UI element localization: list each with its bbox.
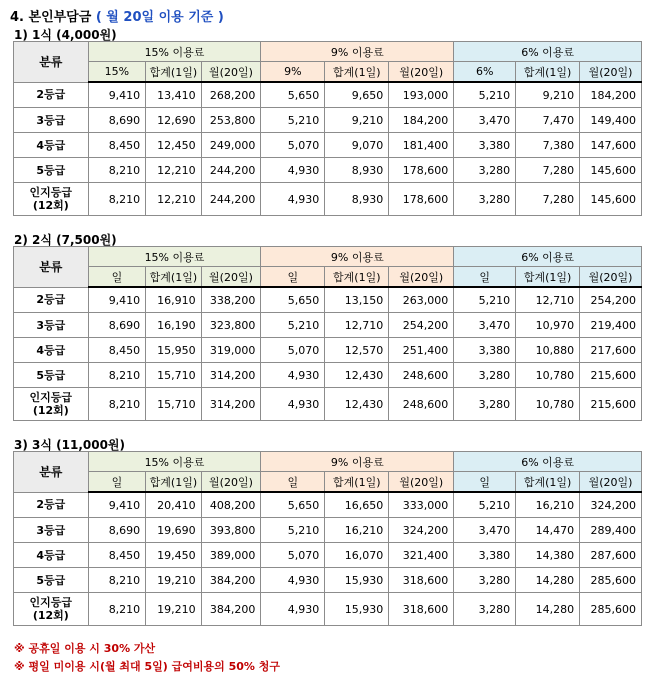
value-cell: 8,210	[88, 388, 146, 421]
category-header: 분류	[14, 452, 89, 493]
monthly-total-header: 월(20일)	[389, 62, 454, 83]
value-cell: 251,400	[389, 338, 454, 363]
daily-rate-header: 일	[261, 267, 325, 288]
grade-cell	[14, 133, 89, 158]
rate-group-header: 9% 이용료	[261, 247, 454, 267]
value-cell: 12,570	[325, 338, 389, 363]
value-cell: 15,710	[146, 363, 201, 388]
value-cell: 19,210	[146, 568, 201, 593]
value-cell: 12,710	[325, 313, 389, 338]
value-cell: 408,200	[201, 492, 261, 518]
value-cell: 9,210	[516, 82, 580, 108]
value-cell: 15,930	[325, 593, 389, 626]
value-cell: 149,400	[580, 108, 642, 133]
value-cell: 5,210	[261, 108, 325, 133]
rate-group-header: 6% 이용료	[454, 452, 642, 472]
grade-cell	[14, 518, 89, 543]
grade-label: 4등급	[36, 343, 66, 357]
grade-label: 3등급	[36, 523, 66, 537]
value-cell: 8,450	[88, 543, 146, 568]
rate-group-header: 6% 이용료	[454, 247, 642, 267]
value-cell: 3,280	[454, 183, 516, 216]
value-cell: 285,600	[580, 593, 642, 626]
grade-label: 3등급	[36, 318, 66, 332]
value-cell: 4,930	[261, 158, 325, 183]
value-cell: 16,070	[325, 543, 389, 568]
table-row	[14, 133, 642, 158]
table-row	[14, 593, 642, 626]
value-cell: 3,380	[454, 133, 516, 158]
value-cell: 3,470	[454, 313, 516, 338]
table-row	[14, 183, 642, 216]
value-cell: 12,690	[146, 108, 201, 133]
rate-group-header: 9% 이용료	[261, 452, 454, 472]
table-row	[14, 158, 642, 183]
grade-cell	[14, 492, 89, 518]
grade-label: 2등급	[36, 88, 66, 102]
rate-group-header: 9% 이용료	[261, 42, 454, 62]
value-cell: 181,400	[389, 133, 454, 158]
table-row	[14, 388, 642, 421]
value-cell: 19,450	[146, 543, 201, 568]
value-cell: 3,280	[454, 158, 516, 183]
table-row	[14, 108, 642, 133]
value-cell: 184,200	[580, 82, 642, 108]
value-cell: 249,000	[201, 133, 261, 158]
table-row	[14, 518, 642, 543]
value-cell: 145,600	[580, 183, 642, 216]
value-cell: 8,210	[88, 183, 146, 216]
monthly-total-header: 월(20일)	[580, 62, 642, 83]
table-row	[14, 363, 642, 388]
value-cell: 9,210	[325, 108, 389, 133]
value-cell: 321,400	[389, 543, 454, 568]
value-cell: 16,210	[325, 518, 389, 543]
value-cell: 215,600	[580, 363, 642, 388]
value-cell: 8,690	[88, 518, 146, 543]
value-cell: 8,450	[88, 133, 146, 158]
grade-cell	[14, 543, 89, 568]
value-cell: 4,930	[261, 388, 325, 421]
value-cell: 16,190	[146, 313, 201, 338]
value-cell: 8,210	[88, 158, 146, 183]
value-cell: 14,280	[516, 568, 580, 593]
value-cell: 4,930	[261, 183, 325, 216]
value-cell: 9,410	[88, 82, 146, 108]
value-cell: 219,400	[580, 313, 642, 338]
grade-cell	[14, 183, 89, 216]
grade-sublabel: (12회)	[32, 609, 69, 622]
value-cell: 244,200	[201, 158, 261, 183]
grade-label: 5등급	[36, 163, 66, 177]
daily-rate-header: 9%	[261, 62, 325, 83]
value-cell: 10,780	[516, 388, 580, 421]
value-cell: 19,690	[146, 518, 201, 543]
grade-cell	[14, 363, 89, 388]
grade-label: 2등급	[36, 498, 66, 512]
value-cell: 16,910	[146, 287, 201, 313]
value-cell: 10,780	[516, 363, 580, 388]
value-cell: 248,600	[389, 388, 454, 421]
value-cell: 3,380	[454, 543, 516, 568]
value-cell: 193,000	[389, 82, 454, 108]
value-cell: 19,210	[146, 593, 201, 626]
value-cell: 5,070	[261, 338, 325, 363]
value-cell: 5,210	[261, 313, 325, 338]
grade-label: 인지등급	[29, 596, 73, 609]
grade-cell	[14, 568, 89, 593]
value-cell: 14,470	[516, 518, 580, 543]
grade-label: 2등급	[36, 293, 66, 307]
value-cell: 5,210	[454, 492, 516, 518]
value-cell: 178,600	[389, 158, 454, 183]
value-cell: 9,410	[88, 287, 146, 313]
value-cell: 5,650	[261, 82, 325, 108]
grade-label: 인지등급	[29, 391, 73, 404]
value-cell: 8,930	[325, 183, 389, 216]
section-title: 2) 2식 (7,500원)	[14, 233, 117, 247]
heading-sub: ( 월 20일 이용 기준 )	[95, 10, 224, 25]
grade-label: 인지등급	[29, 186, 73, 199]
grade-cell	[14, 388, 89, 421]
value-cell: 7,470	[516, 108, 580, 133]
section-title: 1) 1식 (4,000원)	[14, 28, 117, 42]
value-cell: 8,210	[88, 363, 146, 388]
value-cell: 5,650	[261, 492, 325, 518]
value-cell: 324,200	[580, 492, 642, 518]
monthly-total-header: 월(20일)	[389, 472, 454, 493]
value-cell: 3,380	[454, 338, 516, 363]
table-row	[14, 568, 642, 593]
value-cell: 3,280	[454, 568, 516, 593]
rate-group-header: 15% 이용료	[88, 452, 261, 472]
value-cell: 15,710	[146, 388, 201, 421]
value-cell: 319,000	[201, 338, 261, 363]
value-cell: 15,950	[146, 338, 201, 363]
value-cell: 318,600	[389, 568, 454, 593]
value-cell: 4,930	[261, 593, 325, 626]
grade-sublabel: (12회)	[32, 199, 69, 212]
fee-table	[13, 41, 642, 216]
value-cell: 314,200	[201, 388, 261, 421]
value-cell: 4,930	[261, 363, 325, 388]
value-cell: 254,200	[580, 287, 642, 313]
value-cell: 318,600	[389, 593, 454, 626]
value-cell: 145,600	[580, 158, 642, 183]
table-row	[14, 543, 642, 568]
value-cell: 8,210	[88, 593, 146, 626]
value-cell: 389,000	[201, 543, 261, 568]
daily-total-header: 합계(1일)	[146, 472, 201, 493]
page-heading	[10, 6, 224, 25]
grade-cell	[14, 287, 89, 313]
value-cell: 9,650	[325, 82, 389, 108]
value-cell: 324,200	[389, 518, 454, 543]
value-cell: 314,200	[201, 363, 261, 388]
value-cell: 7,380	[516, 133, 580, 158]
value-cell: 5,070	[261, 133, 325, 158]
grade-label: 4등급	[36, 138, 66, 152]
grade-sublabel: (12회)	[32, 404, 69, 417]
value-cell: 3,470	[454, 518, 516, 543]
value-cell: 8,210	[88, 568, 146, 593]
value-cell: 9,410	[88, 492, 146, 518]
value-cell: 8,450	[88, 338, 146, 363]
category-header: 분류	[14, 42, 89, 83]
rate-group-header: 6% 이용료	[454, 42, 642, 62]
value-cell: 14,380	[516, 543, 580, 568]
value-cell: 333,000	[389, 492, 454, 518]
value-cell: 20,410	[146, 492, 201, 518]
daily-rate-header: 15%	[88, 62, 146, 83]
value-cell: 13,150	[325, 287, 389, 313]
table-row	[14, 492, 642, 518]
value-cell: 323,800	[201, 313, 261, 338]
daily-total-header: 합계(1일)	[146, 62, 201, 83]
grade-cell	[14, 158, 89, 183]
daily-rate-header: 일	[454, 472, 516, 493]
value-cell: 5,070	[261, 543, 325, 568]
table-row	[14, 313, 642, 338]
value-cell: 4,930	[261, 568, 325, 593]
value-cell: 5,650	[261, 287, 325, 313]
value-cell: 3,280	[454, 593, 516, 626]
value-cell: 147,600	[580, 133, 642, 158]
value-cell: 5,210	[454, 287, 516, 313]
value-cell: 9,070	[325, 133, 389, 158]
monthly-total-header: 월(20일)	[201, 267, 261, 288]
value-cell: 215,600	[580, 388, 642, 421]
monthly-total-header: 월(20일)	[389, 267, 454, 288]
value-cell: 12,210	[146, 183, 201, 216]
value-cell: 254,200	[389, 313, 454, 338]
daily-total-header: 합계(1일)	[516, 472, 580, 493]
value-cell: 13,410	[146, 82, 201, 108]
grade-label: 4등급	[36, 548, 66, 562]
grade-cell	[14, 82, 89, 108]
value-cell: 16,210	[516, 492, 580, 518]
value-cell: 217,600	[580, 338, 642, 363]
value-cell: 10,880	[516, 338, 580, 363]
value-cell: 285,600	[580, 568, 642, 593]
daily-total-header: 합계(1일)	[146, 267, 201, 288]
value-cell: 3,280	[454, 388, 516, 421]
value-cell: 384,200	[201, 593, 261, 626]
value-cell: 14,280	[516, 593, 580, 626]
grade-label: 3등급	[36, 113, 66, 127]
rate-group-header: 15% 이용료	[88, 42, 261, 62]
value-cell: 16,650	[325, 492, 389, 518]
value-cell: 289,400	[580, 518, 642, 543]
value-cell: 263,000	[389, 287, 454, 313]
value-cell: 10,970	[516, 313, 580, 338]
daily-rate-header: 일	[88, 472, 146, 493]
value-cell: 178,600	[389, 183, 454, 216]
value-cell: 8,930	[325, 158, 389, 183]
grade-cell	[14, 313, 89, 338]
grade-cell	[14, 108, 89, 133]
value-cell: 12,430	[325, 363, 389, 388]
value-cell: 12,430	[325, 388, 389, 421]
grade-label: 5등급	[36, 573, 66, 587]
value-cell: 287,600	[580, 543, 642, 568]
value-cell: 268,200	[201, 82, 261, 108]
grade-cell	[14, 338, 89, 363]
monthly-total-header: 월(20일)	[580, 267, 642, 288]
value-cell: 7,280	[516, 158, 580, 183]
daily-rate-header: 일	[454, 267, 516, 288]
value-cell: 338,200	[201, 287, 261, 313]
daily-total-header: 합계(1일)	[516, 62, 580, 83]
value-cell: 12,450	[146, 133, 201, 158]
value-cell: 12,210	[146, 158, 201, 183]
daily-total-header: 합계(1일)	[325, 62, 389, 83]
value-cell: 384,200	[201, 568, 261, 593]
monthly-total-header: 월(20일)	[580, 472, 642, 493]
fee-table	[13, 451, 642, 626]
value-cell: 5,210	[261, 518, 325, 543]
value-cell: 8,690	[88, 108, 146, 133]
value-cell: 15,930	[325, 568, 389, 593]
daily-total-header: 합계(1일)	[325, 472, 389, 493]
monthly-total-header: 월(20일)	[201, 472, 261, 493]
value-cell: 8,690	[88, 313, 146, 338]
daily-total-header: 합계(1일)	[516, 267, 580, 288]
grade-label: 5등급	[36, 368, 66, 382]
value-cell: 393,800	[201, 518, 261, 543]
heading-main: 4. 본인부담금	[10, 10, 92, 25]
section-title: 3) 3식 (11,000원)	[14, 438, 125, 452]
value-cell: 12,710	[516, 287, 580, 313]
daily-rate-header: 6%	[454, 62, 516, 83]
grade-cell	[14, 593, 89, 626]
value-cell: 5,210	[454, 82, 516, 108]
value-cell: 7,280	[516, 183, 580, 216]
table-row	[14, 338, 642, 363]
table-row	[14, 287, 642, 313]
value-cell: 184,200	[389, 108, 454, 133]
value-cell: 3,470	[454, 108, 516, 133]
value-cell: 244,200	[201, 183, 261, 216]
value-cell: 253,800	[201, 108, 261, 133]
category-header: 분류	[14, 247, 89, 288]
daily-total-header: 합계(1일)	[325, 267, 389, 288]
table-row	[14, 82, 642, 108]
value-cell: 248,600	[389, 363, 454, 388]
daily-rate-header: 일	[261, 472, 325, 493]
fee-table	[13, 246, 642, 421]
daily-rate-header: 일	[88, 267, 146, 288]
note-absence: ※ 평일 미이용 시(월 최대 5일) 급여비용의 50% 청구	[14, 660, 281, 673]
monthly-total-header: 월(20일)	[201, 62, 261, 83]
note-holiday: ※ 공휴일 이용 시 30% 가산	[14, 642, 156, 655]
rate-group-header: 15% 이용료	[88, 247, 261, 267]
value-cell: 3,280	[454, 363, 516, 388]
